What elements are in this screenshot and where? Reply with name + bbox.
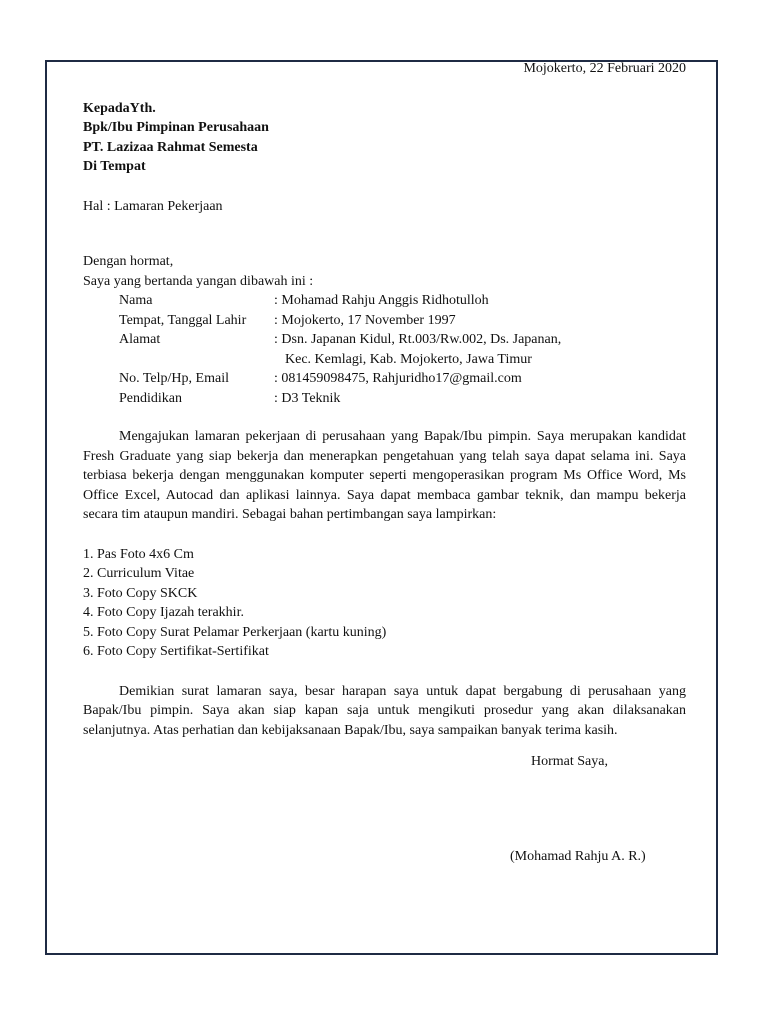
detail-value: : Mohamad Rahju Anggis Ridhotulloh (274, 293, 489, 308)
list-item: 3. Foto Copy SKCK (83, 585, 198, 601)
recipient-block (83, 99, 686, 177)
list-item: 6. Foto Copy Sertifikat-Sertifikat (83, 644, 269, 659)
detail-label: Pendidikan (119, 390, 182, 406)
detail-row-education (119, 389, 686, 409)
list-item: 1. Pas Foto 4x6 Cm (83, 546, 194, 562)
detail-row-name (119, 291, 686, 311)
recipient-line: PT. Lazizaa Rahmat Semesta (83, 139, 258, 155)
detail-value: : Mojokerto, 17 November 1997 (274, 312, 456, 328)
recipient-line: Bpk/Ibu Pimpinan Perusahaan (83, 120, 269, 135)
detail-row-address (119, 330, 686, 350)
letter-document (83, 59, 686, 866)
detail-row-birth (119, 311, 686, 331)
detail-label: Nama (119, 293, 153, 308)
detail-label: Tempat, Tanggal Lahir (119, 312, 247, 328)
detail-value: : 081459098475, Rahjuridho17@gmail.com (274, 371, 522, 386)
applicant-details (119, 291, 686, 408)
letter-subject: Hal : Lamaran Pekerjaan (83, 198, 223, 214)
list-item: 5. Foto Copy Surat Pelamar Perkerjaan (kartu kuning) (83, 624, 387, 640)
detail-row-address-cont (119, 350, 686, 370)
detail-value: : D3 Teknik (274, 390, 341, 406)
recipient-line: Di Tempat (83, 159, 146, 174)
detail-label: No. Telp/Hp, Email (119, 371, 229, 386)
detail-value: : Dsn. Japanan Kidul, Rt.003/Rw.002, Ds. Japanan, (274, 332, 562, 347)
list-item: 4. Foto Copy Ijazah terakhir. (83, 605, 244, 620)
signature-name: (Mohamad Rahju A. R.) (510, 848, 646, 864)
greeting: Dengan hormat, (83, 254, 174, 269)
closing-paragraph: Demikian surat lamaran saya, besar harapan saya untuk dapat bergabung di perusahaan yang Bapak/Ibu pimpin. Saya akan siap kapan saja untuk mengikuti prosedur yang akan dilaksanakan selanjutnya. Atas perhatian dan kebijaksanaan Bapak/Ibu, saya sampaikan banyak terima kasih. (83, 683, 686, 738)
detail-label: Alamat (119, 332, 161, 347)
letter-date: Mojokerto, 22 Februari 2020 (523, 61, 686, 76)
regards: Hormat Saya, (531, 754, 608, 769)
detail-row-contact (119, 369, 686, 389)
attachment-list (83, 545, 686, 662)
body-paragraph: Mengajukan lamaran pekerjaan di perusahaan yang Bapak/Ibu pimpin. Saya merupakan kandidat Fresh Graduate yang siap bekerja dan menerapkan pengetahuan yang telah saya dapat selama ini. Saya terbiasa bekerja dengan menggunakan komputer seperti mengoperasikan program Ms Office Word, Ms Office Excel, Autocad dan aplikasi lainnya. Saya dapat membaca gambar teknik, dan mampu bekerja secara tim ataupun mandiri. Sebagai bahan pertimbangan saya lampirkan: (83, 429, 686, 522)
recipient-line: KepadaYth. (83, 100, 156, 116)
intro-line: Saya yang bertanda yangan dibawah ini : (83, 273, 314, 289)
list-item: 2. Curriculum Vitae (83, 566, 195, 581)
detail-value: Kec. Kemlagi, Kab. Mojokerto, Jawa Timur (285, 351, 532, 367)
